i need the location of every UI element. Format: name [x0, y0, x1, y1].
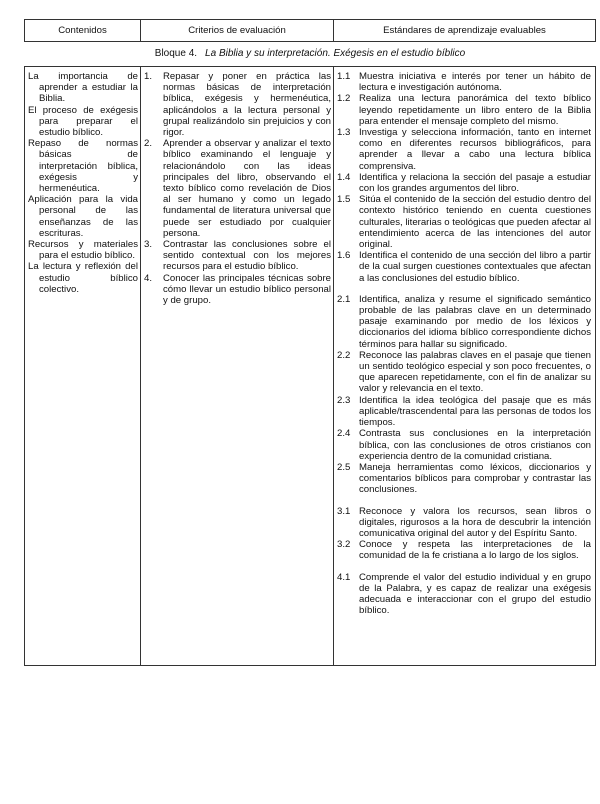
estandar-item	[337, 462, 591, 496]
contenidos-list	[28, 71, 138, 295]
estandar-item	[337, 194, 591, 250]
estandar-number: 1.6	[337, 250, 351, 262]
criterio-number: 2.	[144, 138, 153, 150]
estandar-item	[337, 506, 591, 540]
estandar-item	[337, 93, 591, 127]
estandar-item	[337, 428, 591, 462]
estandar-number: 1.2	[337, 93, 351, 105]
criterio-number: 4.	[144, 272, 153, 284]
estandar-text: Investiga y selecciona información, tanto en internet como en diferentes recursos bibliográficos, para aprender a llevar a cabo una lectura bíblica comprensiva.	[359, 127, 591, 172]
contenido-text: La lectura y reflexión del estudio bíblico colectivo.	[28, 261, 138, 295]
estandar-number: 2.3	[337, 394, 351, 406]
estandar-number: 2.1	[337, 293, 351, 305]
criterios-column	[141, 67, 334, 666]
estandar-number: 4.1	[337, 571, 351, 583]
estandar-text: Conoce y respeta las interpretaciones de la comunidad de la fe cristiana a lo largo de los siglos.	[359, 539, 591, 562]
estandar-item	[337, 127, 591, 172]
criterio-item	[144, 138, 331, 239]
estandar-number: 1.4	[337, 171, 351, 183]
estandar-text: Comprende el valor del estudio individual y en grupo de la Palabra, y es capaz de realizar una exégesis adecuada e interaccionar con el grupo del estudio bíblico.	[359, 571, 591, 617]
estandar-number: 2.5	[337, 461, 351, 473]
group-spacer	[337, 284, 591, 294]
criterio-text: Aprender a observar y analizar el texto bíblico examinando el lenguaje y relacionándolo con las ideas principales del libro, observando el texto bíblico como revelación de Dios al ser humano y como un legado fundamental de literatura universal que puede ser estudiado por cualquier persona.	[163, 138, 331, 239]
estandar-number: 1.3	[337, 127, 351, 139]
contenido-text: El proceso de exégesis para preparar el estudio bíblico.	[28, 104, 138, 139]
contenido-text: Repaso de normas básicas de interpretación bíblica, exégesis y hermenéutica.	[28, 138, 138, 195]
header-contenidos: Contenidos	[25, 20, 141, 42]
estandar-text: Identifica el contenido de una sección del libro a partir de la cual surgen cuestiones contextuales que afectan a las conclusiones del estudio bíblico.	[359, 250, 591, 284]
contenido-item	[28, 261, 138, 295]
group-spacer	[337, 496, 591, 506]
estandar-number: 1.5	[337, 194, 351, 206]
criterio-number: 1.	[144, 71, 153, 82]
estandar-item	[337, 539, 591, 561]
estandares-list	[337, 71, 591, 616]
curriculum-table	[24, 19, 596, 666]
estandar-text: Realiza una lectura panorámica del texto bíblico leyendo repetidamente un libro entero de la Biblia para entender el mensaje completo del mismo.	[359, 93, 591, 127]
estandar-text: Muestra iniciativa e interés por tener un hábito de lectura e investigación autónoma.	[359, 71, 591, 94]
criterio-text: Repasar y poner en práctica las normas básicas de interpretación bíblica, exégesis y hermenéutica, aplicándolos a la lectura personal y grupal realizándolo sin prejuicios y con rigor.	[163, 71, 331, 139]
criterio-item	[144, 239, 331, 273]
block-title	[25, 42, 596, 67]
estandar-text: Reconoce y valora los recursos, sean libros o digitales, rigurosos a la hora de descubrir la intención comunicativa original del autor y del Espíritu Santo.	[359, 505, 591, 539]
estandar-item	[337, 71, 591, 93]
header-criterios: Criterios de evaluación	[141, 20, 334, 42]
block-label: Bloque 4.	[154, 48, 198, 60]
contenido-item	[28, 138, 138, 194]
estandar-item	[337, 250, 591, 284]
estandar-text: Contrasta sus conclusiones en la interpretación bíblica, con las conclusiones de otros cristianos con experiencia dentro de la comunidad cristiana.	[359, 428, 591, 462]
estandar-item	[337, 572, 591, 617]
estandar-item	[337, 172, 591, 194]
estandares-column	[334, 67, 596, 666]
criterio-item	[144, 71, 331, 138]
contenido-item	[28, 105, 138, 139]
contenido-item	[28, 194, 138, 239]
criterio-text: Contrastar las conclusiones sobre el sentido contextual con los mejores recursos para el estudio bíblico.	[163, 239, 331, 273]
block-name: La Biblia y su interpretación. Exégesis en el estudio bíblico	[205, 48, 466, 60]
header-estandares: Estándares de aprendizaje evaluables	[334, 20, 596, 42]
contenido-text: Recursos y materiales para el estudio bíblico.	[28, 239, 138, 262]
estandar-number: 2.2	[337, 349, 351, 361]
criterio-number: 3.	[144, 239, 153, 251]
estandar-text: Sitúa el contenido de la sección del estudio dentro del contexto histórico teniendo en cuenta cuestiones culturales, literarias o teológicas que pueden afectar al entendimiento acerca de las intenciones del autor original.	[359, 194, 591, 251]
estandar-item	[337, 294, 591, 350]
criterio-text: Conocer las principales técnicas sobre cómo llevar un estudio bíblico personal y de grupo.	[163, 272, 331, 307]
criterio-item	[144, 273, 331, 307]
header-row	[25, 20, 596, 42]
estandar-number: 3.2	[337, 539, 351, 551]
estandar-number: 3.1	[337, 505, 351, 517]
estandar-text: Identifica, analiza y resume el significado semántico probable de las palabras clave en un determinado pasaje examinando por medio de los léxicos y diccionarios del idioma bíblico correspondiente dichos términos para hallar su significado.	[359, 293, 591, 350]
contenido-item	[28, 71, 138, 105]
estandar-item	[337, 395, 591, 429]
contenido-item	[28, 239, 138, 261]
estandar-text: Maneja herramientas como léxicos, diccionarios y comentarios bíblicos para comprobar y contrastar las conclusiones.	[359, 461, 591, 496]
estandar-number: 1.1	[337, 71, 351, 82]
block-title-row	[25, 42, 596, 67]
estandar-item	[337, 350, 591, 395]
estandar-number: 2.4	[337, 428, 351, 440]
estandar-text: Identifica la idea teológica del pasaje que es más aplicable/trascendental para las personas de todos los tiempos.	[359, 394, 591, 429]
content-row	[25, 67, 596, 666]
estandar-text: Identifica y relaciona la sección del pasaje a estudiar con los grandes argumentos del libro.	[359, 171, 591, 195]
group-spacer	[337, 562, 591, 572]
contenido-text: Aplicación para la vida personal de las enseñanzas de las escrituras.	[28, 194, 138, 239]
contenidos-column	[25, 67, 141, 666]
estandar-text: Reconoce las palabras claves en el pasaje que tienen un sentido teológico especial y son poco frecuentes, o que aparecen repetidamente, con el fin de analizar su valor y relevancia en el texto.	[359, 349, 591, 395]
contenido-text: La importancia de aprender a estudiar la Biblia.	[28, 71, 138, 105]
criterios-list	[144, 71, 331, 306]
